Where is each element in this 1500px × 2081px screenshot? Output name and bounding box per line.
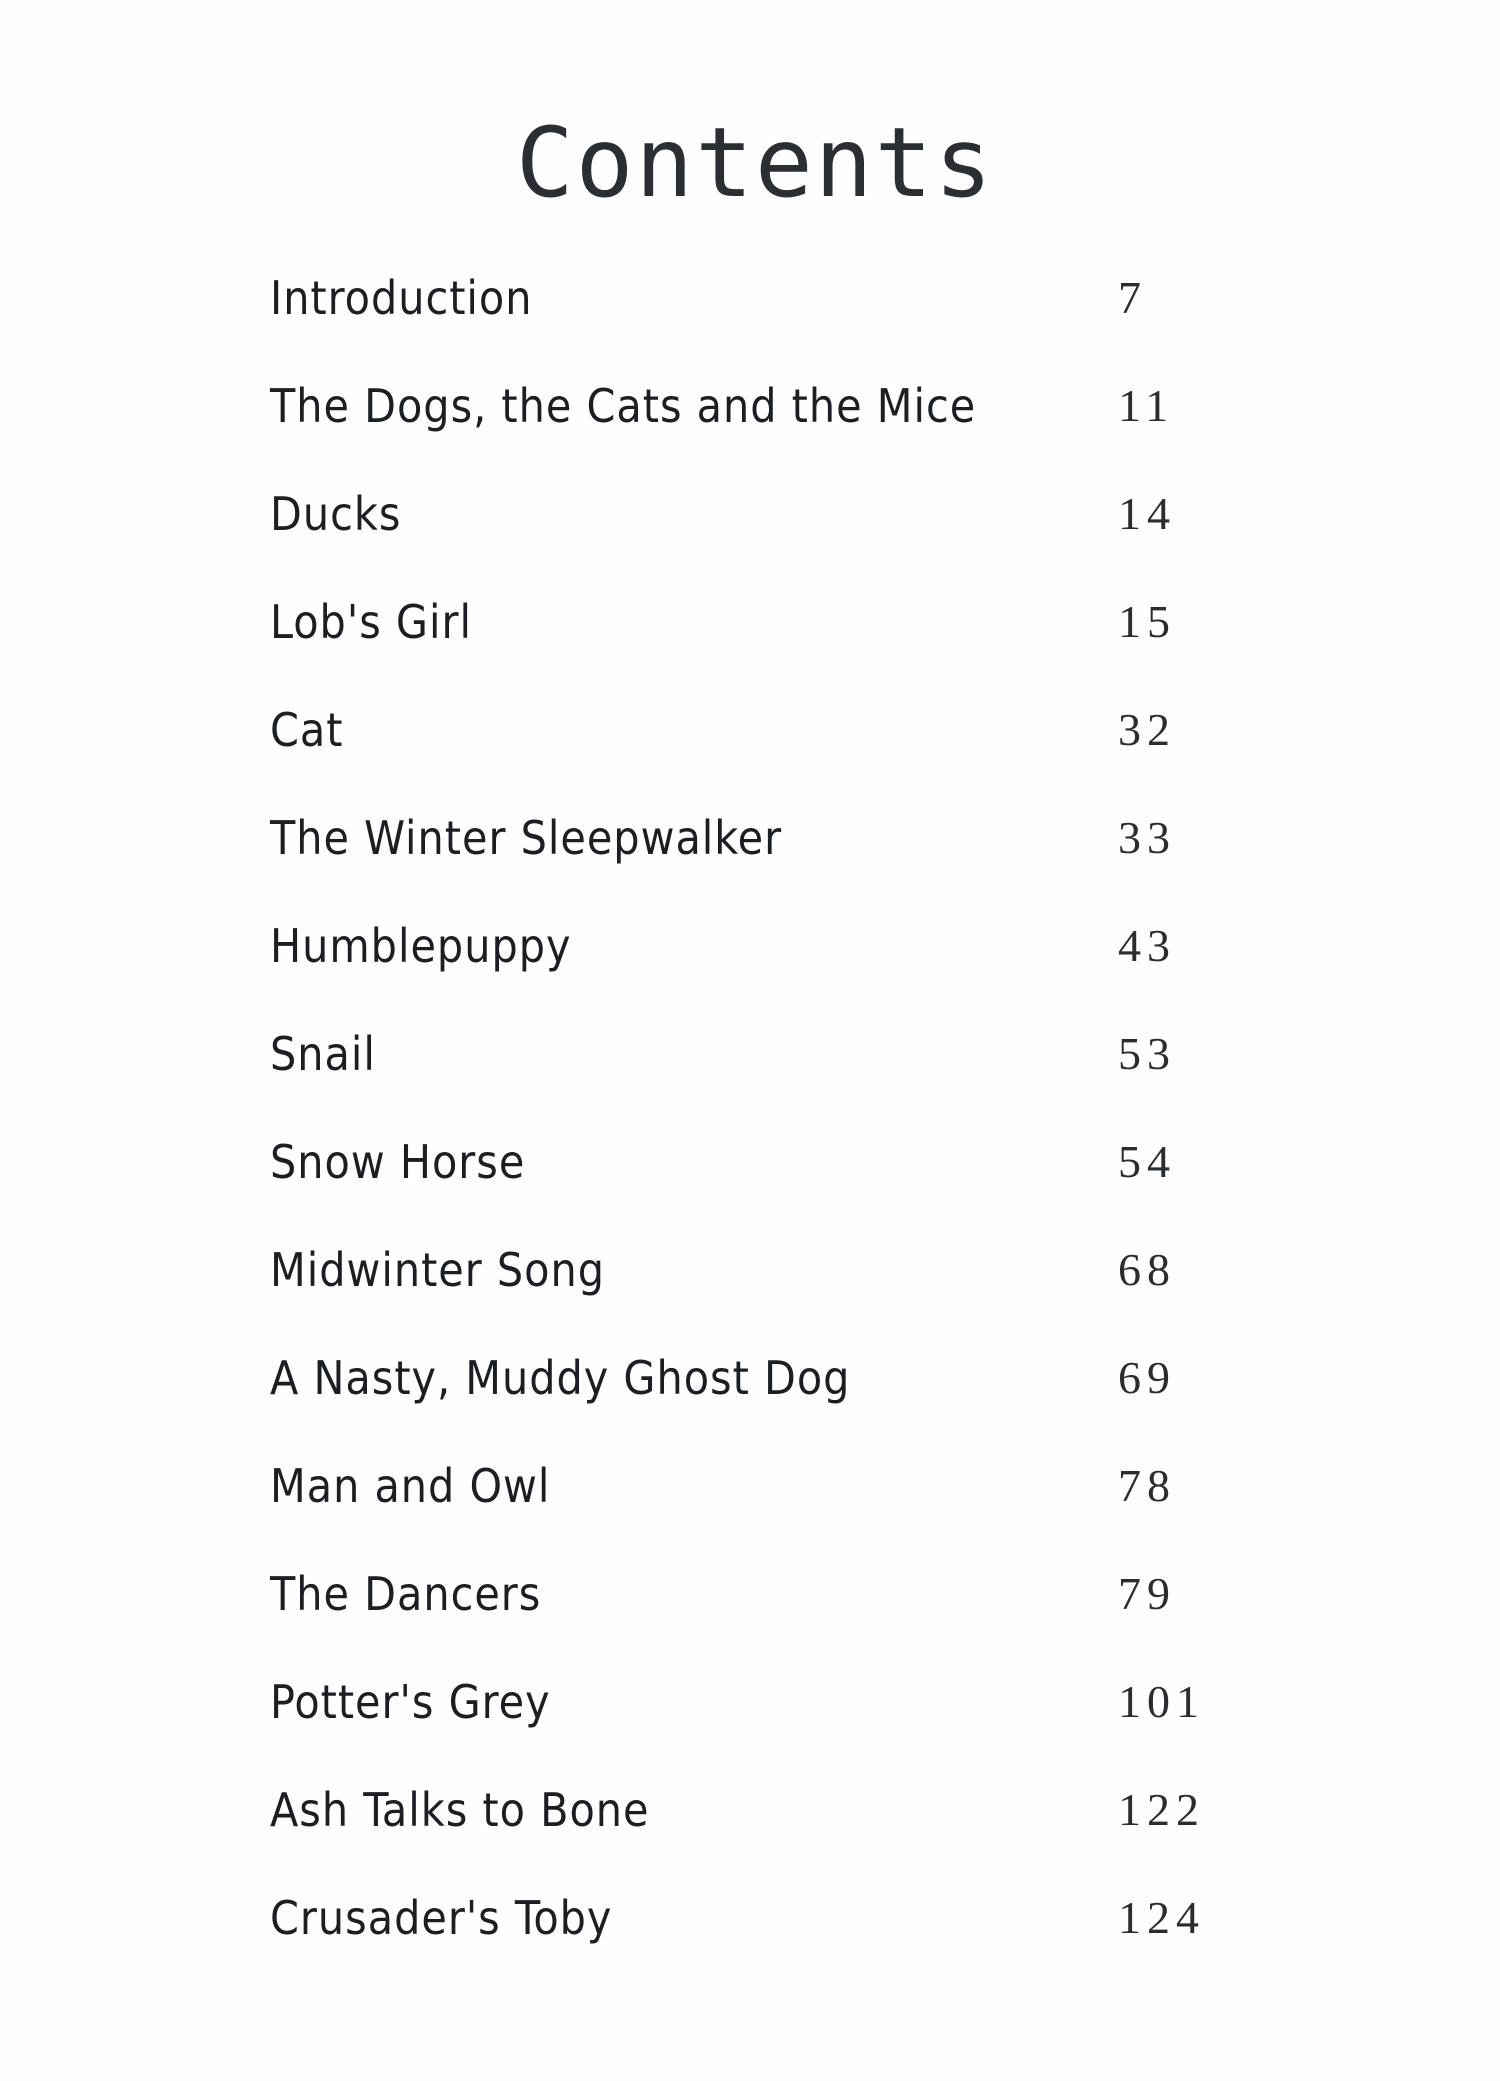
toc-entry-title: The Winter Sleepwalker [270,811,783,865]
toc-entry[interactable] [270,366,1230,474]
toc-entry[interactable] [270,1554,1230,1662]
toc-entry-title: Crusader's Toby [270,1891,613,1945]
toc-entry-title: A Nasty, Muddy Ghost Dog [270,1351,851,1405]
toc-entry[interactable] [270,1878,1230,1986]
toc-entry-page-number: 33 [1118,812,1176,863]
toc-entry-page-number: 53 [1118,1028,1176,1079]
toc-entry[interactable] [270,1338,1230,1446]
toc-entry[interactable] [270,1122,1230,1230]
toc-entry-title: Lob's Girl [270,595,472,649]
toc-entry-page-number: 101 [1118,1676,1205,1727]
toc-entry[interactable] [270,582,1230,690]
toc-entry-page-number: 78 [1118,1460,1176,1511]
toc-entry-page-number: 54 [1118,1136,1176,1187]
toc-entry-title: Cat [270,703,344,757]
toc-entry-title: Potter's Grey [270,1675,551,1729]
toc-entry-page-number: 43 [1118,920,1176,971]
toc-entry-page-number: 7 [1118,272,1147,323]
toc-entry-title: Ash Talks to Bone [270,1783,650,1837]
toc-entry-title: Man and Owl [270,1459,551,1513]
toc-entry-page-number: 122 [1118,1784,1205,1835]
toc-entry[interactable] [270,1230,1230,1338]
table-of-contents [270,258,1230,1986]
toc-entry-page-number: 68 [1118,1244,1176,1295]
toc-entry-page-number: 79 [1118,1568,1176,1619]
toc-entry-title: Ducks [270,487,402,541]
toc-entry-title: The Dancers [270,1567,542,1621]
toc-entry-title: Humblepuppy [270,919,572,973]
toc-entry-title: Midwinter Song [270,1243,606,1297]
toc-entry[interactable] [270,474,1230,582]
toc-entry[interactable] [270,1770,1230,1878]
toc-entry[interactable] [270,798,1230,906]
toc-entry[interactable] [270,906,1230,1014]
toc-entry-page-number: 32 [1118,704,1176,755]
page-title: Contents [515,107,995,219]
toc-entry-page-number: 69 [1118,1352,1176,1403]
toc-entry[interactable] [270,1446,1230,1554]
toc-entry[interactable] [270,258,1230,366]
toc-entry-title: The Dogs, the Cats and the Mice [270,379,977,433]
toc-entry-title: Snow Horse [270,1135,526,1189]
toc-entry-title: Introduction [270,271,533,325]
toc-entry-page-number: 15 [1118,596,1176,647]
toc-entry[interactable] [270,1662,1230,1770]
toc-entry-page-number: 124 [1118,1892,1205,1943]
toc-entry-page-number: 14 [1118,488,1176,539]
toc-entry[interactable] [270,690,1230,798]
toc-entry-page-number: 11 [1118,380,1175,431]
toc-entry-title: Snail [270,1027,376,1081]
toc-entry[interactable] [270,1014,1230,1122]
